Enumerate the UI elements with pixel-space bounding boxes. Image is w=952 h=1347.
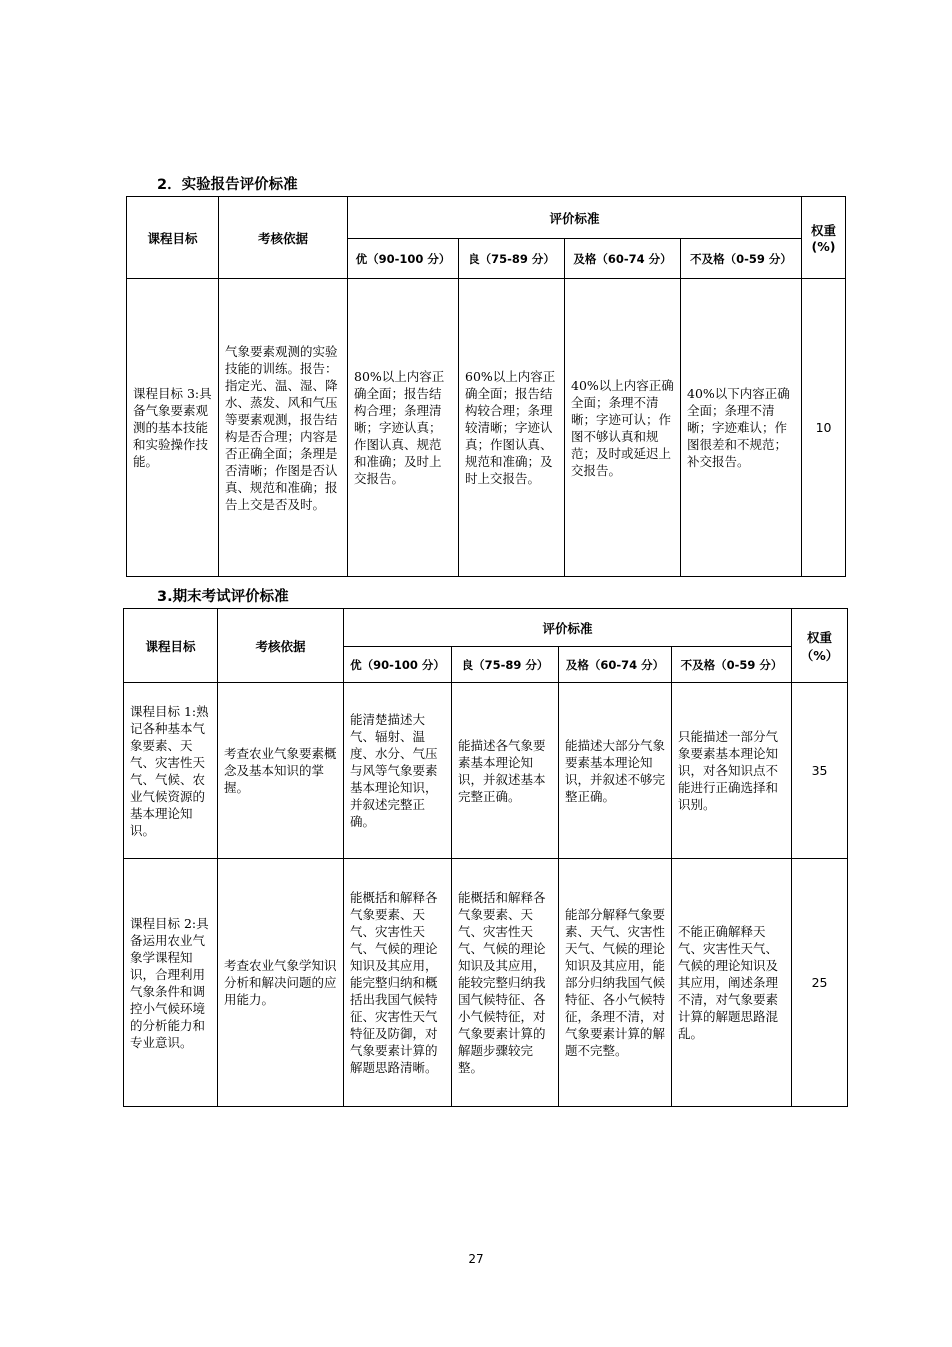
weight-cell: 25	[792, 859, 848, 1107]
weight-cell: 35	[792, 683, 848, 859]
section3-heading: 3.期末考试评价标准	[157, 589, 289, 605]
header-assessment-basis: 考核依据	[219, 197, 348, 279]
assessment-basis-cell: 考查农业气象学知识分析和解决问题的应用能力。	[218, 859, 344, 1107]
header-course-goal: 课程目标	[124, 609, 218, 683]
fail-criteria-cell: 只能描述一部分气象要素基本理论知识，对各知识点不能进行正确选择和识别。	[672, 683, 792, 859]
fail-criteria-cell: 40%以下内容正确全面；条理不清晰；字迹难认；作图很差和不规范；补交报告。	[681, 279, 802, 577]
header-fail: 不及格（0-59 分）	[681, 239, 802, 279]
header-pass: 及格（60-74 分）	[559, 647, 672, 683]
table-row	[127, 279, 846, 577]
course-goal-cell: 课程目标 3:具备气象要素观测的基本技能和实验操作技能。	[127, 279, 219, 577]
good-criteria-cell: 能描述各气象要素基本理论知识，并叙述基本完整正确。	[452, 683, 559, 859]
pass-criteria-cell: 40%以上内容正确全面；条理不清晰；字迹可认；作图不够认真和规范；及时或延迟上交报告。	[565, 279, 681, 577]
good-criteria-cell: 能概括和解释各气象要素、天气、灾害性天气、气候的理论知识及其应用，能较完整归纳我国气候特征、各小气候特征，对气象要素计算的解题步骤较完整。	[452, 859, 559, 1107]
weight-cell: 10	[802, 279, 846, 577]
good-criteria-cell: 60%以上内容正确全面；报告结构较合理；条理较清晰；字迹认真；作图认真、规范和准确；及时上交报告。	[459, 279, 565, 577]
excellent-criteria-cell: 能概括和解释各气象要素、天气、灾害性天气、气候的理论知识及其应用，能完整归纳和概括出我国气候特征、灾害性天气特征及防御，对气象要素计算的解题思路清晰。	[344, 859, 452, 1107]
course-goal-cell: 课程目标 2:具备运用农业气象学课程知识，合理利用气象条件和调控小气候环境的分析能力和专业意识。	[124, 859, 218, 1107]
header-pass: 及格（60-74 分）	[565, 239, 681, 279]
excellent-criteria-cell: 80%以上内容正确全面；报告结构合理；条理清晰；字迹认真；作图认真、规范和准确；及时上交报告。	[348, 279, 459, 577]
header-evaluation-criteria: 评价标准	[348, 197, 802, 239]
table-row	[124, 683, 848, 859]
excellent-criteria-cell: 能清楚描述大气、辐射、温度、水分、气压与风等气象要素基本理论知识，并叙述完整正确。	[344, 683, 452, 859]
header-good: 良（75-89 分）	[459, 239, 565, 279]
pass-criteria-cell: 能部分解释气象要素、天气、灾害性天气、气候的理论知识及其应用，能部分归纳我国气候特征、各小气候特征，条理不清，对气象要素计算的解题不完整。	[559, 859, 672, 1107]
header-good: 良（75-89 分）	[452, 647, 559, 683]
lab-report-criteria-table	[126, 196, 846, 577]
assessment-basis-cell: 气象要素观测的实验技能的训练。报告：指定光、温、湿、降水、蒸发、风和气压等要素观测，报告结构是否合理；内容是否正确全面；条理是否清晰；作图是否认真、规范和准确；报告上交是否及时。	[219, 279, 348, 577]
table-row	[124, 859, 848, 1107]
header-course-goal: 课程目标	[127, 197, 219, 279]
header-fail: 不及格（0-59 分）	[672, 647, 792, 683]
header-excellent: 优（90-100 分）	[344, 647, 452, 683]
section2-heading: 2．实验报告评价标准	[157, 177, 298, 193]
assessment-basis-cell: 考查农业气象要素概念及基本知识的掌握。	[218, 683, 344, 859]
page-number: 27	[468, 1252, 484, 1266]
final-exam-criteria-table	[123, 608, 848, 1107]
fail-criteria-cell: 不能正确解释天气、灾害性天气、气候的理论知识及其应用，阐述条理不清，对气象要素计算的解题思路混乱。	[672, 859, 792, 1107]
header-excellent: 优（90-100 分）	[348, 239, 459, 279]
header-weight: 权重（%）	[792, 609, 848, 683]
pass-criteria-cell: 能描述大部分气象要素基本理论知识，并叙述不够完整正确。	[559, 683, 672, 859]
course-goal-cell: 课程目标 1:熟记各种基本气象要素、天气、灾害性天气、气候、农业气候资源的基本理论知识。	[124, 683, 218, 859]
header-weight: 权重(%)	[802, 197, 846, 279]
header-assessment-basis: 考核依据	[218, 609, 344, 683]
header-evaluation-criteria: 评价标准	[344, 609, 792, 647]
